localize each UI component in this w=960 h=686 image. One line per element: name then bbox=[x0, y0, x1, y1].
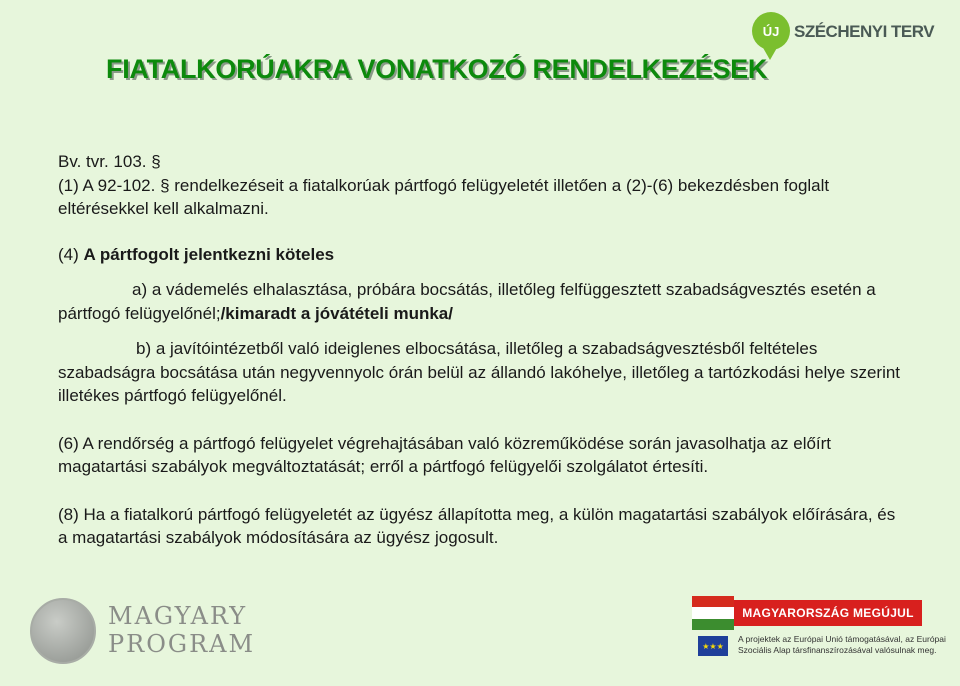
megujul-banner: MAGYARORSZÁG MEGÚJUL bbox=[734, 600, 922, 626]
paragraph-4b: b) a javítóintézetből való ideiglenes elbocsátása, illetőleg a szabadságvesztésből feltételes szabadságra bocsátása után negyvennyolc órán belül az állandó lakóhelye, illetőleg a tartózkodási helye szerint illetékes pártfogó felügyelőnél. bbox=[58, 339, 901, 405]
paragraph-4-heading: (4) A pártfogolt jelentkezni köteles bbox=[58, 244, 335, 264]
paragraph-1: (1) A 92-102. § rendelkezéseit a fiatalkorúak pártfogó felügyeletét illetően a (2)-(6) bekezdésben foglalt eltérésekkel kell alkalmazni. bbox=[58, 175, 830, 218]
hungarian-flag-icon bbox=[692, 596, 734, 630]
magyarorszag-megujul-logo bbox=[692, 596, 946, 662]
logo-brand-text: SZÉCHENYI TERV bbox=[794, 22, 935, 41]
paragraph-8: (8) Ha a fiatalkorú pártfogó felügyeletét az ügyész állapította meg, a külön magatartási szabályok előírására, és a magatartási szabályok módosítására az ügyész jogosult. bbox=[58, 504, 896, 547]
szechenyi-logo-icon: ÚJ bbox=[752, 12, 790, 50]
magyary-program-logo bbox=[30, 598, 260, 668]
magyary-logo-line2: PROGRAM bbox=[108, 630, 256, 658]
eu-flag-icon: ★★★ bbox=[698, 636, 728, 656]
paragraph-6: (6) A rendőrség a pártfogó felügyelet végrehajtásában való közreműködése során javasolhatja az előírt magatartási szabályok megváltoztatását; erről a pártfogó felügyelői szolgálatot értesíti. bbox=[58, 433, 832, 476]
szechenyi-terv-logo bbox=[748, 8, 948, 68]
document-body bbox=[58, 150, 908, 550]
eu-funding-note: A projektek az Európai Unió támogatásával, az Európai Szociális Alap társfinanszírozásával valósulnak meg. bbox=[738, 634, 946, 655]
paragraph-4a: a) a vádemelés elhalasztása, próbára bocsátás, illetőleg felfüggesztett szabadságvesztés esetén a pártfogó felügyelőnél;/kimaradt a jóvátételi munka/ bbox=[58, 280, 876, 323]
magyary-medal-icon bbox=[30, 598, 96, 664]
magyary-logo-line1: MAGYARY bbox=[108, 602, 248, 630]
logo-pin-tail bbox=[762, 46, 778, 60]
page-title: FIATALKORÚAKRA VONATKOZÓ RENDELKEZÉSEK bbox=[106, 54, 768, 84]
section-reference: Bv. tvr. 103. § bbox=[58, 152, 161, 171]
